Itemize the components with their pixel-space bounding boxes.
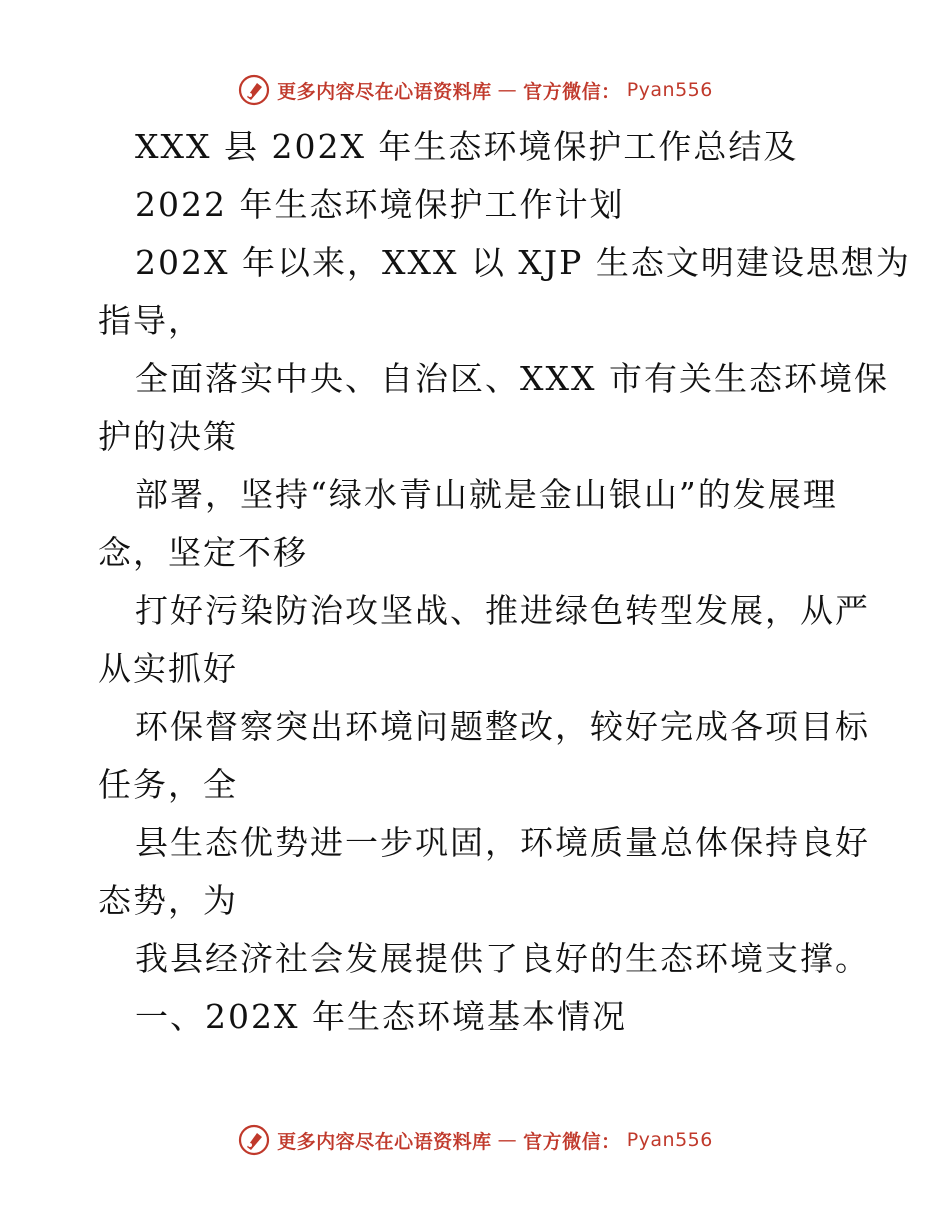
watermark-separator: —: [497, 79, 518, 101]
watermark-label: 官方微信：: [523, 80, 621, 103]
watermark-main-text: 更多内容尽在心语资料库: [277, 80, 492, 103]
paragraph-line: 护的决策: [98, 417, 238, 456]
paragraph-line: 念，坚定不移: [98, 533, 308, 572]
paragraph-line: 部署，坚持“绿水青山就是金山银山”的发展理: [135, 475, 838, 514]
pen-nib-logo-icon: [237, 1123, 271, 1157]
paragraph-line: 县生态优势进一步巩固，环境质量总体保持良好: [135, 823, 870, 862]
paragraph-line: 任务，全: [98, 765, 238, 804]
paragraph-line: 指导，: [98, 301, 203, 340]
paragraph-line: 202X 年以来，XXX 以 XJP 生态文明建设思想为: [135, 243, 911, 282]
doc-title-line-1: XXX 县 202X 年生态环境保护工作总结及: [135, 127, 799, 166]
paragraph-line: 我县经济社会发展提供了良好的生态环境支撑。: [135, 939, 870, 978]
paragraph-line: 从实抓好: [98, 649, 238, 688]
watermark-label: 官方微信：: [523, 1130, 621, 1153]
paragraph-line: 打好污染防治攻坚战、推进绿色转型发展，从严: [135, 591, 870, 630]
watermark-separator: —: [497, 1129, 518, 1151]
pen-nib-logo-icon: [237, 73, 271, 107]
doc-title-line-2: 2022 年生态环境保护工作计划: [135, 185, 625, 224]
watermark-main-text: 更多内容尽在心语资料库: [277, 1130, 492, 1153]
document-body: [98, 118, 911, 1046]
watermark-wechat-id: Pyan556: [626, 1129, 713, 1151]
section-heading: 一、202X 年生态环境基本情况: [135, 997, 627, 1036]
header-watermark: [0, 70, 950, 110]
watermark-wechat-id: Pyan556: [626, 79, 713, 101]
footer-watermark: [0, 1120, 950, 1160]
paragraph-line: 态势，为: [98, 881, 238, 920]
paragraph-line: 环保督察突出环境问题整改，较好完成各项目标: [135, 707, 870, 746]
paragraph-line: 全面落实中央、自治区、XXX 市有关生态环境保: [135, 359, 889, 398]
